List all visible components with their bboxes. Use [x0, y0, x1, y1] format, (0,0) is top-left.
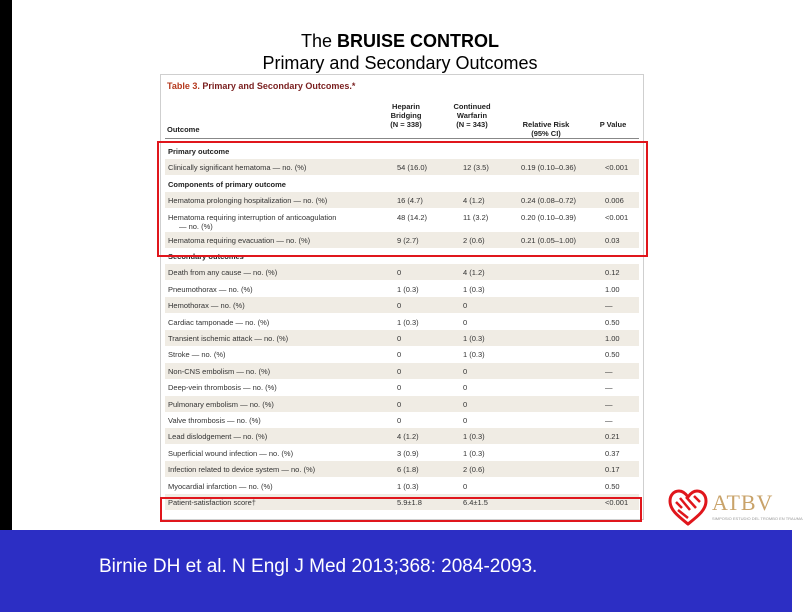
table-row: [165, 428, 639, 444]
table-caption-text: Primary and Secondary Outcomes.*: [199, 81, 356, 91]
row-label: Components of primary outcome: [168, 179, 286, 189]
left-edge-bar: [0, 0, 12, 612]
row-label: Primary outcome: [168, 147, 230, 156]
cell-c4: 1.00: [605, 284, 620, 294]
row-label: Transient ischemic attack — no. (%): [168, 334, 289, 343]
cell-c1: 0: [397, 268, 402, 278]
cell-c4: —: [605, 416, 613, 425]
table-row: [165, 396, 639, 412]
row-label: Hemothorax — no. (%): [168, 301, 245, 311]
cell-c4: —: [605, 301, 613, 311]
cell-c1: 0: [397, 366, 402, 376]
cell-c1: 48 (14.2): [397, 212, 428, 222]
header-p-line: P Value: [599, 120, 627, 129]
cell-c2: 4 (1.2): [463, 196, 485, 206]
row-label: Pneumothorax — no. (%): [168, 284, 253, 294]
cell-c3: 0.24 (0.08–0.72): [521, 196, 577, 206]
cell-c2: 1 (0.3): [463, 284, 485, 294]
row-label: Hematoma requiring interruption of anticoagulation: [168, 212, 337, 222]
table-row: [165, 445, 639, 461]
cell-c1: 6 (1.8): [397, 465, 419, 475]
header-heparin-line: (N = 338): [390, 120, 422, 129]
cell-c2: 0: [463, 383, 468, 393]
cell-c1: 0: [397, 350, 402, 360]
cell-c3: 0.19 (0.10–0.36): [521, 163, 577, 173]
cell-c2: 0: [463, 481, 468, 491]
cell-c4: —: [605, 399, 613, 409]
table-row: [165, 461, 639, 477]
table-row: [165, 346, 639, 362]
cell-c1: 1 (0.3): [397, 317, 419, 327]
header-outcome: Outcome: [167, 125, 200, 134]
cell-c3: 0.21 (0.05–1.00): [521, 235, 577, 245]
cell-c4: 0.17: [605, 465, 620, 475]
row-label: Secondary outcomes: [168, 252, 244, 261]
title-study-name: BRUISE CONTROL: [337, 31, 500, 51]
cell-c1: 16 (4.7): [397, 196, 423, 206]
row-label: Lead dislodgement — no. (%): [168, 432, 268, 442]
header-relative-risk: [511, 120, 581, 138]
cell-c4: 0.37: [605, 448, 620, 458]
cell-c2: 4 (1.2): [463, 268, 485, 278]
cell-c4: 0.006: [605, 196, 624, 206]
header-p-value: [593, 120, 633, 129]
cell-c1: 9 (2.7): [397, 235, 419, 245]
row-label: Clinically significant hematoma — no. (%): [168, 163, 307, 173]
header-divider: [165, 138, 639, 139]
title-line-2: Primary and Secondary Outcomes: [262, 53, 538, 73]
table-row: [165, 412, 639, 428]
row-label: Death from any cause — no. (%): [168, 268, 278, 278]
row-label: Stroke — no. (%): [168, 350, 226, 360]
slide-title: [120, 30, 680, 74]
cell-c2: 0: [463, 301, 468, 311]
header-heparin: [381, 102, 431, 129]
cell-c4: 1.00: [605, 334, 620, 343]
table-row: [165, 363, 639, 379]
cell-c1: 0: [397, 383, 402, 393]
header-heparin-line: Bridging: [390, 111, 422, 120]
table-caption-number: Table 3.: [167, 81, 200, 91]
row-label: Patient-satisfaction score†: [168, 498, 256, 507]
cell-c4: —: [605, 383, 613, 393]
cell-c2: 1 (0.3): [463, 350, 485, 360]
cell-c2: 0: [463, 399, 468, 409]
cell-c4: 0.50: [605, 350, 620, 360]
title-line-1: [120, 30, 680, 52]
cell-c2: 12 (3.5): [463, 163, 489, 173]
table-row: [165, 264, 639, 280]
satisfaction-highlight: [160, 497, 642, 522]
row-label-continued: — no. (%): [179, 221, 213, 231]
header-warfarin-line: Continued: [453, 102, 491, 111]
cell-c1: 1 (0.3): [397, 284, 419, 294]
header-rr-line: (95% CI): [531, 129, 561, 138]
row-label: Myocardial infarction — no. (%): [168, 481, 273, 491]
row-label: Superficial wound infection — no. (%): [168, 448, 294, 458]
atbv-logo: [668, 488, 803, 528]
logo-text: ATBV: [712, 490, 774, 515]
cell-c4: —: [605, 366, 613, 376]
cell-c2: 11 (3.2): [463, 212, 489, 222]
cell-c2: 6.4±1.5: [463, 498, 488, 507]
citation: Birnie DH et al. N Engl J Med 2013;368: 2084-2093.: [99, 556, 538, 577]
cell-c4: 0.03: [605, 235, 620, 245]
table-row: [165, 478, 639, 494]
cell-c1: 3 (0.9): [397, 448, 419, 458]
header-warfarin-line: Warfarin: [456, 111, 488, 120]
cell-c1: 54 (16.0): [397, 163, 428, 173]
cell-c4: 0.21: [605, 432, 620, 442]
cell-c2: 1 (0.3): [463, 432, 485, 442]
cell-c4: 0.50: [605, 481, 620, 491]
row-label: Deep-vein thrombosis — no. (%): [168, 383, 277, 393]
cell-c2: 0: [463, 317, 468, 327]
cell-c1: 0: [397, 399, 402, 409]
row-label: Non-CNS embolism — no. (%): [168, 366, 271, 376]
cell-c1: 1 (0.3): [397, 481, 419, 491]
cell-c4: <0.001: [605, 163, 629, 173]
cell-c2: 2 (0.6): [463, 465, 485, 475]
cell-c4: <0.001: [605, 498, 629, 507]
cell-c3: 0.20 (0.10–0.39): [521, 212, 577, 222]
title-prefix: The: [300, 31, 338, 51]
cell-c4: 0.12: [605, 268, 620, 278]
table-row: [165, 379, 639, 395]
table-row: [165, 330, 639, 346]
cell-c4: <0.001: [605, 212, 629, 222]
cell-c1: 0: [397, 334, 402, 343]
row-label: Valve thrombosis — no. (%): [168, 416, 261, 425]
cell-c2: 2 (0.6): [463, 235, 485, 245]
row-label: Pulmonary embolism — no. (%): [168, 399, 274, 409]
cell-c1: 5.9±1.8: [397, 498, 422, 507]
cell-c2: 1 (0.3): [463, 448, 485, 458]
row-label: Hematoma requiring evacuation — no. (%): [168, 235, 311, 245]
row-label: Cardiac tamponade — no. (%): [168, 317, 270, 327]
cell-c4: 0.50: [605, 317, 620, 327]
cell-c1: 0: [397, 301, 402, 311]
header-warfarin: [447, 102, 497, 129]
logo-subtext: SIMPOSIO ESTUDIO DEL TROMBO EN TRAUMA: [712, 516, 803, 521]
table-row: [165, 281, 639, 297]
cell-c1: 0: [397, 416, 402, 425]
table-row: [165, 297, 639, 313]
table-row: [165, 314, 639, 330]
cell-c1: 4 (1.2): [397, 432, 419, 442]
primary-outcome-highlight: [157, 141, 648, 257]
row-label: Hematoma prolonging hospitalization — no. (%): [168, 196, 328, 206]
cell-c2: 0: [463, 416, 468, 425]
header-warfarin-line: (N = 343): [456, 120, 488, 129]
row-label: Infection related to device system — no. (%): [168, 465, 316, 475]
table-caption: [167, 81, 355, 91]
header-heparin-line: Heparin: [392, 102, 420, 111]
cell-c2: 1 (0.3): [463, 334, 485, 343]
header-rr-line: Relative Risk: [522, 120, 570, 129]
cell-c2: 0: [463, 366, 468, 376]
heart-logo-icon: [668, 488, 708, 528]
